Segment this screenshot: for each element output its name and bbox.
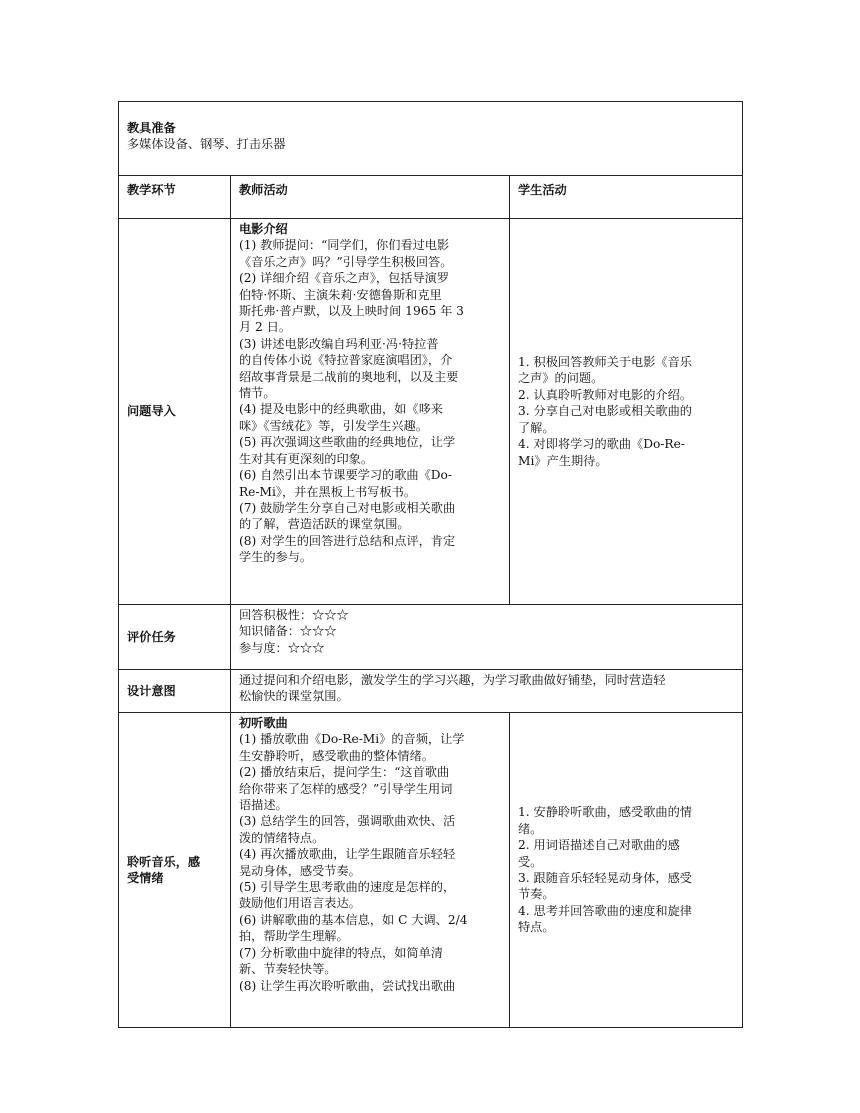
design-line: 松愉快的课堂氛围。 xyxy=(239,689,349,704)
intro-student-line: 4. 对即将学习的歌曲《Do-Re- xyxy=(518,437,685,452)
eval-line: 参与度：☆☆☆ xyxy=(239,640,325,655)
intro-teacher-line: 的自传体小说《特拉普家庭演唱团》，介 xyxy=(239,353,453,368)
eval-stage: 评价任务 xyxy=(119,605,231,670)
listen-student-line: 受。 xyxy=(518,854,543,869)
listen-student-line: 2. 用词语描述自己对歌曲的感 xyxy=(518,838,680,853)
intro-student-line: 3. 分享自己对电影或相关歌曲的 xyxy=(518,404,692,419)
lesson-plan-table xyxy=(118,101,743,1028)
intro-student-line: 1. 积极回答教师关于电影《音乐 xyxy=(518,355,692,370)
design-row xyxy=(119,670,743,713)
design-stage: 设计意图 xyxy=(119,670,231,713)
intro-teacher-line: 《音乐之声》吗？”引导学生积极回答。 xyxy=(239,254,453,269)
intro-student-cell xyxy=(510,219,743,605)
intro-teacher-line: (5) 再次强调这些歌曲的经典地位，让学 xyxy=(239,435,456,450)
header-student: 学生活动 xyxy=(510,176,743,219)
listen-teacher-line: 晃动身体，感受节奏。 xyxy=(239,863,361,878)
intro-teacher-line: 月 2 日。 xyxy=(239,320,292,335)
listen-student-line: 1. 安静聆听歌曲，感受歌曲的情 xyxy=(518,805,692,820)
prep-cell xyxy=(119,102,743,176)
listen-teacher-line: (2) 播放结束后，提问学生：“这首歌曲 xyxy=(239,765,450,780)
listen-student-line: 特点。 xyxy=(518,920,555,935)
listen-teacher-line: 给你带来了怎样的感受？”引导学生用词 xyxy=(239,781,453,796)
prep-title: 教具准备 xyxy=(127,121,176,135)
listen-teacher-line: (7) 分析歌曲中旋律的特点，如简单清 xyxy=(239,945,443,960)
intro-teacher-title: 电影介绍 xyxy=(239,222,288,236)
listen-teacher-line: (5) 引导学生思考歌曲的速度是怎样的， xyxy=(239,880,456,895)
intro-teacher-line: (8) 对学生的回答进行总结和点评，肯定 xyxy=(239,533,456,548)
intro-student-line: 之声》的问题。 xyxy=(518,371,604,386)
intro-teacher-line: 斯托弗·普卢默，以及上映时间 1965 年 3 xyxy=(239,304,464,319)
listen-stage-line: 受情绪 xyxy=(127,871,164,885)
listen-student-cell xyxy=(510,713,743,1028)
listen-stage xyxy=(119,713,231,1028)
intro-teacher-line: Re-Mi》，并在黑板上书写板书。 xyxy=(239,484,417,499)
listen-teacher-cell xyxy=(231,713,510,1028)
header-teacher: 教师活动 xyxy=(231,176,510,219)
listen-teacher-line: (1) 播放歌曲《Do-Re-Mi》的音频，让学 xyxy=(239,732,465,747)
intro-teacher-line: (7) 鼓励学生分享自己对电影或相关歌曲 xyxy=(239,500,456,515)
intro-teacher-cell xyxy=(231,219,510,605)
intro-teacher-line: 情节。 xyxy=(239,386,276,401)
listen-student-line: 绪。 xyxy=(518,821,543,836)
intro-teacher-line: 绍故事背景是二战前的奥地利，以及主要 xyxy=(239,369,459,384)
intro-teacher-line: (1) 教师提问：“同学们，你们看过电影 xyxy=(239,238,450,253)
intro-row xyxy=(119,219,743,605)
intro-student-line: 2. 认真聆听教师对电影的介绍。 xyxy=(518,387,692,402)
prep-content: 多媒体设备、钢琴、打击乐器 xyxy=(127,137,286,152)
intro-student-line: Mi》产生期待。 xyxy=(518,453,608,468)
header-row xyxy=(119,176,743,219)
intro-teacher-line: (6) 自然引出本节课要学习的歌曲《Do- xyxy=(239,468,452,483)
eval-cell xyxy=(231,605,743,670)
intro-stage: 问题导入 xyxy=(119,219,231,605)
listen-teacher-line: 泼的情绪特点。 xyxy=(239,830,325,845)
listen-teacher-line: 鼓励他们用语言表达。 xyxy=(239,896,361,911)
intro-teacher-line: 伯特·怀斯、主演朱莉·安德鲁斯和克里 xyxy=(239,287,442,302)
eval-line: 知识储备：☆☆☆ xyxy=(239,624,337,639)
listen-teacher-line: 新、节奏轻快等。 xyxy=(239,962,337,977)
listen-student-line: 3. 跟随音乐轻轻晃动身体，感受 xyxy=(518,871,692,885)
listen-teacher-line: (8) 让学生再次聆听歌曲，尝试找出歌曲 xyxy=(239,978,456,993)
header-stage: 教学环节 xyxy=(119,176,231,219)
listen-teacher-line: 生安静聆听，感受歌曲的整体情绪。 xyxy=(239,748,434,763)
prep-row xyxy=(119,102,743,176)
intro-teacher-line: 的了解，营造活跃的课堂氛围。 xyxy=(239,517,410,532)
eval-line: 回答积极性：☆☆☆ xyxy=(239,608,349,622)
listen-teacher-line: (3) 总结学生的回答，强调歌曲欢快、活 xyxy=(239,814,456,829)
listen-student-line: 节奏。 xyxy=(518,887,555,902)
intro-student-line: 了解。 xyxy=(518,420,555,435)
intro-teacher-line: 学生的参与。 xyxy=(239,550,313,565)
design-cell xyxy=(231,670,743,713)
listen-teacher-line: (4) 再次播放歌曲，让学生跟随音乐轻轻 xyxy=(239,847,456,862)
listen-student-line: 4. 思考并回答歌曲的速度和旋律 xyxy=(518,903,692,918)
intro-teacher-line: 生对其有更深刻的印象。 xyxy=(239,451,374,466)
eval-row xyxy=(119,605,743,670)
design-line: 通过提问和介绍电影，激发学生的学习兴趣，为学习歌曲做好铺垫，同时营造轻 xyxy=(239,673,666,687)
intro-teacher-line: 咪》《雪绒花》等，引发学生兴趣。 xyxy=(239,418,428,433)
intro-teacher-line: (3) 讲述电影改编自玛利亚·冯·特拉普 xyxy=(239,336,439,351)
listen-teacher-line: 语描述。 xyxy=(239,798,288,813)
listen-teacher-line: (6) 讲解歌曲的基本信息，如 C 大调、2/4 xyxy=(239,912,468,927)
listen-teacher-line: 拍，帮助学生理解。 xyxy=(239,929,349,944)
listen-stage-line: 聆听音乐，感 xyxy=(127,854,201,869)
listen-teacher-title: 初听歌曲 xyxy=(239,716,288,730)
listen-row xyxy=(119,713,743,1028)
intro-teacher-line: (4) 提及电影中的经典歌曲，如《哆来 xyxy=(239,402,443,417)
intro-teacher-line: (2) 详细介绍《音乐之声》，包括导演罗 xyxy=(239,271,450,286)
